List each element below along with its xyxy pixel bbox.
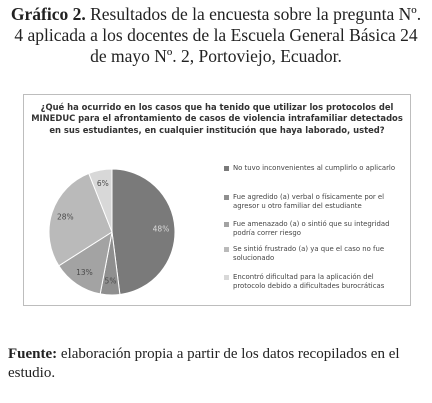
legend-label-4: Se sintió frustrado (a) ya que el caso no fue solucionado: [233, 245, 385, 262]
figure-caption-text: Resultados de la encuesta sobre la pregunta Nº. 4 aplicada a los docentes de la Escuela General Básica 24 de mayo Nº. 2, Portoviejo, Ecuador.: [14, 4, 422, 66]
pie-slice-label-3: 13%: [76, 268, 93, 278]
legend-swatch-5: [224, 275, 229, 280]
source-text: elaboración propia a partir de los datos recopilados en el estudio.: [8, 346, 400, 381]
figure-source: [8, 345, 420, 383]
chart-title: ¿Qué ha ocurrido en los casos que ha tenido que utilizar los protocolos del MINEDUC para el afrontamiento de casos de violencia intrafamiliar detectados en sus estudiantes, en cualquier institución que haya laborado, usted?: [31, 102, 403, 135]
legend-swatch-4: [224, 247, 229, 252]
pie-slice-label-2: 5%: [104, 276, 117, 286]
legend-swatch-3: [224, 222, 229, 227]
legend-label-1: No tuvo inconvenientes al cumplirlo o aplicarlo: [233, 164, 396, 172]
legend-swatch-2: [224, 195, 229, 200]
pie-slice-label-4: 28%: [56, 212, 74, 222]
figure-caption-label: Gráfico 2.: [10, 4, 86, 24]
source-label: Fuente:: [8, 346, 58, 362]
pie-slice-label-1: 48%: [152, 224, 170, 234]
legend-label-3: Fue amenazado (a) o sintió que su integridad podría correr riesgo: [233, 220, 390, 237]
legend-label-5: Encontró dificultad para la aplicación del protocolo debido a dificultades burocráticas: [233, 273, 385, 290]
legend-swatch-1: [224, 166, 229, 171]
pie-slice-label-5: 6%: [96, 179, 109, 189]
legend-label-2: Fue agredido (a) verbal o físicamente por el agresor u otro familiar del estudiante: [233, 193, 385, 210]
